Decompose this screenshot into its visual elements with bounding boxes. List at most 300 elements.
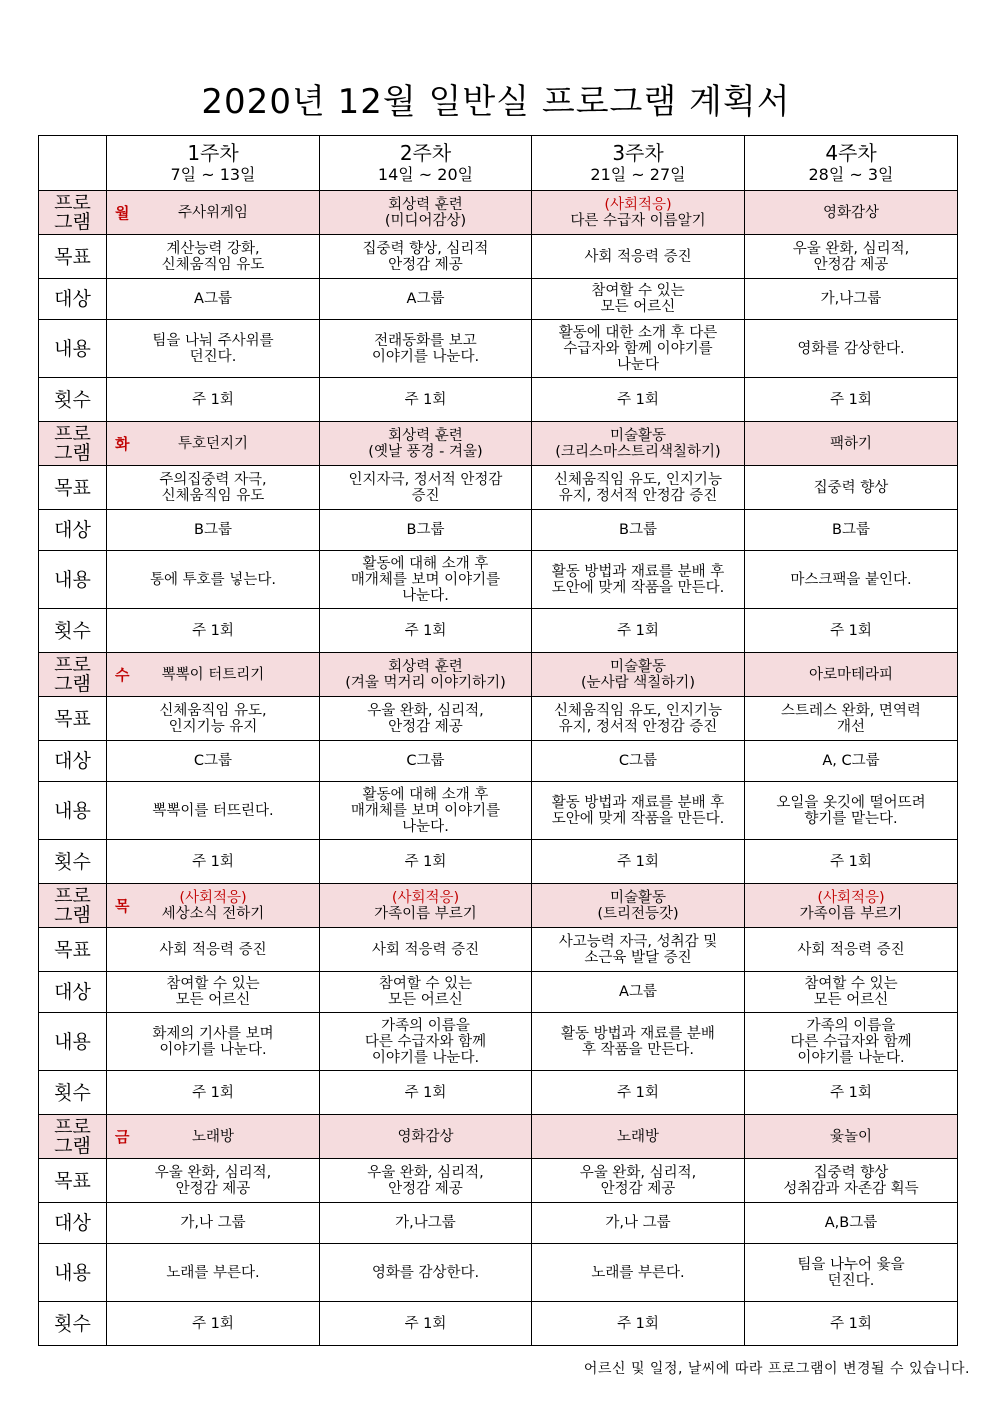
goal-cell	[107, 928, 320, 972]
program-row	[39, 653, 958, 697]
goal-row	[39, 235, 958, 279]
cell-line: 가,나그룹	[820, 291, 882, 307]
cell-line: 참여할 수 있는	[591, 283, 685, 299]
week-header: 2주차 14일 ~ 20일	[320, 136, 532, 191]
cell-line: (미디어감상)	[384, 212, 467, 229]
program-cell	[107, 653, 320, 697]
cell-line: 유지, 정서적 안정감 증진	[558, 718, 718, 735]
social-adaptation-tag: (사회적응)	[817, 889, 885, 906]
week-header: 1주차 7일 ~ 13일	[107, 136, 320, 191]
program-label-line: 그램	[54, 903, 91, 926]
count-label: 횟수	[39, 840, 107, 884]
program-cell	[107, 884, 320, 928]
cell-line: 가,나 그룹	[180, 1215, 246, 1231]
content-label: 내용	[39, 1013, 107, 1071]
cell-line: 아로마테라피	[808, 666, 894, 683]
goal-cell	[107, 466, 320, 510]
cell-line: 다른 수급자와 함께	[364, 1033, 487, 1050]
cell-line: 우울 완화, 심리적,	[367, 1164, 484, 1181]
cell-line: 개선	[836, 718, 865, 735]
cell-line: 가족의 이름을	[806, 1017, 896, 1034]
target-label: 대상	[39, 279, 107, 320]
page-title: 2020년 12월 일반실 프로그램 계획서	[201, 82, 791, 122]
target-row	[39, 510, 958, 551]
program-cell	[532, 884, 745, 928]
week-header: 4주차 28일 ~ 3일	[745, 136, 958, 191]
target-cell	[107, 279, 320, 320]
content-cell	[107, 320, 320, 378]
cell-line: 노래방	[191, 1128, 235, 1145]
count-cell: 주 1회	[745, 609, 958, 653]
content-cell	[745, 320, 958, 378]
content-label: 내용	[39, 1244, 107, 1302]
cell-line: 안정감 제공	[600, 1180, 676, 1197]
cell-line: 신체움직임 유도, 인지기능	[554, 702, 722, 719]
program-row	[39, 1115, 958, 1159]
count-cell: 주 1회	[745, 840, 958, 884]
cell-line: 활동에 대해 소개 후	[362, 786, 489, 803]
program-label	[39, 422, 107, 466]
cell-line: (트리전등갓)	[597, 905, 679, 922]
cell-line: 매개체를 보며 이야기를	[350, 571, 501, 588]
cell-line: 노래방	[616, 1128, 660, 1145]
count-row	[39, 378, 958, 422]
cell-line: 영화를 감상한다.	[797, 340, 905, 357]
goal-cell	[745, 1159, 958, 1203]
program-cell	[745, 1115, 958, 1159]
social-adaptation-tag: (사회적응)	[391, 889, 460, 906]
program-cell	[532, 1115, 745, 1159]
target-cell	[745, 1203, 958, 1244]
social-adaptation-tag: (사회적응)	[604, 196, 672, 213]
program-label-line: 그램	[54, 1134, 91, 1157]
content-label: 내용	[39, 551, 107, 609]
count-cell: 주 1회	[532, 378, 745, 422]
program-cell	[745, 884, 958, 928]
target-label: 대상	[39, 741, 107, 782]
cell-line: 모든 어르신	[388, 992, 463, 1008]
weekday-label: 월	[115, 203, 130, 222]
cell-line: 활동 방법과 재료를 분배 후	[551, 794, 725, 811]
content-cell	[532, 551, 745, 609]
target-cell	[320, 741, 532, 782]
cell-line: 성취감과 자존감 획득	[783, 1180, 919, 1197]
cell-line: 주사위게임	[177, 204, 249, 221]
content-cell	[320, 320, 532, 378]
count-cell: 주 1회	[532, 840, 745, 884]
content-cell	[532, 782, 745, 840]
goal-cell	[320, 466, 532, 510]
target-label: 대상	[39, 972, 107, 1013]
corner-cell	[39, 136, 107, 191]
cell-line: 향기를 맡는다.	[804, 810, 898, 827]
count-cell: 주 1회	[320, 840, 532, 884]
cell-line: 나눈다.	[402, 587, 449, 604]
cell-line: 우울 완화, 심리적,	[154, 1164, 272, 1181]
cell-line: 도안에 맞게 작품을 만든다.	[551, 810, 725, 827]
cell-line: 스트레스 완화, 면역력	[781, 702, 921, 719]
cell-line: 계산능력 강화,	[166, 240, 260, 257]
target-cell	[745, 279, 958, 320]
target-cell	[320, 972, 532, 1013]
cell-line: 안정감 제공	[388, 256, 463, 273]
goal-label: 목표	[39, 235, 107, 279]
count-cell: 주 1회	[320, 1302, 532, 1346]
content-label: 내용	[39, 320, 107, 378]
cell-line: 활동 방법과 재료를 분배	[561, 1025, 715, 1042]
content-cell	[532, 320, 745, 378]
count-cell: 주 1회	[107, 609, 320, 653]
cell-line: A, C그룹	[822, 753, 880, 769]
cell-line: A그룹	[406, 291, 445, 307]
count-row	[39, 1302, 958, 1346]
goal-label: 목표	[39, 466, 107, 510]
target-cell	[532, 279, 745, 320]
cell-line: 우울 완화, 심리적,	[792, 240, 910, 257]
cell-line: A,B그룹	[824, 1215, 878, 1231]
content-row	[39, 320, 958, 378]
content-row	[39, 1013, 958, 1071]
content-row	[39, 782, 958, 840]
goal-cell	[107, 697, 320, 741]
cell-line: 사회 적응력 증진	[584, 248, 692, 265]
goal-row	[39, 1159, 958, 1203]
cell-line: 소근육 발달 증진	[584, 949, 692, 966]
goal-cell	[532, 928, 745, 972]
cell-line: C그룹	[193, 753, 233, 769]
program-label-line: 그램	[54, 210, 91, 233]
cell-line: C그룹	[406, 753, 445, 769]
count-cell: 주 1회	[107, 1071, 320, 1115]
cell-line: 이야기를 나눈다.	[371, 1049, 480, 1066]
cell-line: 던진다.	[189, 348, 237, 365]
goal-cell	[320, 697, 532, 741]
cell-line: B그룹	[406, 522, 445, 538]
cell-line: 던진다.	[827, 1272, 875, 1289]
cell-line: 다른 수급자와 함께	[790, 1033, 912, 1050]
program-row	[39, 422, 958, 466]
cell-line: 노래를 부른다.	[166, 1264, 260, 1281]
footnote: 어르신 및 일정, 날씨에 따라 프로그램이 변경될 수 있습니다.	[583, 1361, 970, 1377]
program-label-line: 그램	[54, 441, 91, 464]
program-cell	[107, 191, 320, 235]
cell-line: 나눈다	[616, 356, 660, 373]
target-cell	[320, 510, 532, 551]
program-label-line: 프로	[54, 884, 91, 907]
cell-line: 안정감 제공	[813, 256, 889, 273]
cell-line: (크리스마스트리색칠하기)	[555, 443, 721, 460]
cell-line: 회상력 훈련	[388, 427, 463, 444]
content-row	[39, 551, 958, 609]
cell-line: (눈사람 색칠하기)	[581, 674, 695, 691]
cell-line: 집중력 향상, 심리적	[362, 240, 489, 257]
target-cell	[745, 972, 958, 1013]
target-cell	[532, 972, 745, 1013]
count-row	[39, 1071, 958, 1115]
count-cell: 주 1회	[320, 609, 532, 653]
cell-line: 회상력 훈련	[388, 196, 463, 213]
cell-line: 통에 투호를 넣는다.	[150, 571, 276, 588]
cell-line: 영화감상	[822, 204, 880, 221]
content-cell	[745, 1244, 958, 1302]
cell-line: 활동 방법과 재료를 분배 후	[551, 563, 725, 580]
cell-line: 오일을 옷깃에 떨어뜨려	[776, 794, 926, 811]
cell-line: 신체움직임 유도	[161, 487, 265, 504]
cell-line: 마스크팩을 붙인다.	[790, 571, 912, 588]
cell-line: 활동에 대해 소개 후	[362, 555, 489, 572]
program-label	[39, 884, 107, 928]
count-cell: 주 1회	[107, 840, 320, 884]
goal-label: 목표	[39, 697, 107, 741]
count-label: 횟수	[39, 378, 107, 422]
week-header-row	[39, 136, 958, 191]
social-adaptation-tag: (사회적응)	[179, 889, 247, 906]
content-cell	[745, 782, 958, 840]
target-row	[39, 741, 958, 782]
cell-line: 영화감상	[397, 1128, 454, 1145]
cell-line: 신체움직임 유도, 인지기능	[554, 471, 722, 488]
program-label-line: 프로	[54, 422, 91, 445]
cell-line: 유지, 정서적 안정감 증진	[558, 487, 718, 504]
cell-line: 증진	[411, 487, 440, 504]
cell-line: 사회 적응력 증진	[797, 941, 905, 958]
goal-cell	[745, 928, 958, 972]
goal-label: 목표	[39, 928, 107, 972]
cell-line: 안정감 제공	[388, 1180, 463, 1197]
content-cell	[320, 1244, 532, 1302]
program-cell	[745, 653, 958, 697]
content-cell	[320, 1013, 532, 1071]
weekday-label: 목	[115, 896, 130, 915]
target-cell	[107, 972, 320, 1013]
program-label	[39, 653, 107, 697]
cell-line: B그룹	[194, 522, 232, 538]
count-cell: 주 1회	[320, 1071, 532, 1115]
cell-line: 사고능력 자극, 성취감 및	[558, 933, 718, 950]
cell-line: 화제의 기사를 보며	[152, 1025, 274, 1042]
cell-line: 미술활동	[609, 427, 667, 444]
goal-cell	[532, 1159, 745, 1203]
goal-row	[39, 928, 958, 972]
cell-line: 참여할 수 있는	[378, 976, 473, 992]
goal-cell	[532, 235, 745, 279]
cell-line: 우울 완화, 심리적,	[579, 1164, 697, 1181]
program-label-line: 프로	[54, 191, 91, 214]
cell-line: 가족이름 부르기	[799, 905, 903, 922]
goal-cell	[320, 235, 532, 279]
cell-line: (옛날 풍경 - 겨울)	[368, 443, 483, 460]
content-cell	[107, 551, 320, 609]
count-cell: 주 1회	[107, 1302, 320, 1346]
cell-line: 모든 어르신	[813, 992, 889, 1008]
program-cell	[107, 1115, 320, 1159]
target-cell	[532, 1203, 745, 1244]
cell-line: 가족의 이름을	[381, 1017, 470, 1034]
target-cell	[532, 741, 745, 782]
content-row	[39, 1244, 958, 1302]
cell-line: 이야기를 나눈다.	[371, 348, 480, 365]
cell-line: 인지기능 유지	[168, 718, 258, 735]
count-label: 횟수	[39, 1302, 107, 1346]
cell-line: 집중력 향상	[813, 1164, 889, 1181]
cell-line: 집중력 향상	[813, 479, 889, 496]
weekday-label: 수	[115, 665, 130, 684]
cell-line: 수급자와 함께 이야기를	[563, 340, 713, 357]
cell-line: 신체움직임 유도,	[159, 702, 267, 719]
cell-line: 이야기를 나눈다.	[159, 1041, 267, 1058]
target-row	[39, 972, 958, 1013]
content-cell	[320, 551, 532, 609]
cell-line: 사회 적응력 증진	[159, 941, 267, 958]
goal-cell	[532, 697, 745, 741]
cell-line: 참여할 수 있는	[166, 976, 260, 992]
weekday-label: 금	[115, 1127, 130, 1146]
cell-line: B그룹	[832, 522, 870, 538]
program-plan-table	[38, 135, 958, 1346]
content-cell	[320, 782, 532, 840]
goal-cell	[320, 1159, 532, 1203]
target-row	[39, 1203, 958, 1244]
count-label: 횟수	[39, 1071, 107, 1115]
program-label	[39, 1115, 107, 1159]
program-cell	[320, 191, 532, 235]
count-row	[39, 609, 958, 653]
cell-line: 노래를 부른다.	[591, 1264, 685, 1281]
target-cell	[745, 510, 958, 551]
cell-line: 우울 완화, 심리적,	[367, 702, 484, 719]
count-cell: 주 1회	[532, 1071, 745, 1115]
program-cell	[320, 1115, 532, 1159]
goal-cell	[107, 1159, 320, 1203]
cell-line: 미술활동	[609, 889, 667, 906]
program-cell	[745, 422, 958, 466]
program-label	[39, 191, 107, 235]
target-cell	[320, 279, 532, 320]
cell-line: 뽁뽁이 터트리기	[161, 666, 265, 683]
cell-line: 가,나그룹	[395, 1215, 456, 1231]
program-label-line: 프로	[54, 1115, 91, 1138]
cell-line: 팀을 나누어 윷을	[797, 1256, 905, 1273]
count-cell: 주 1회	[532, 609, 745, 653]
cell-line: 투호던지기	[177, 435, 249, 452]
cell-line: 주의집중력 자극,	[159, 471, 267, 488]
cell-line: 후 작품을 만든다.	[582, 1041, 694, 1058]
cell-line: 팩하기	[829, 435, 873, 452]
week-header: 3주차 21일 ~ 27일	[532, 136, 745, 191]
goal-cell	[532, 466, 745, 510]
count-cell: 주 1회	[107, 378, 320, 422]
cell-line: 안정감 제공	[388, 718, 463, 735]
target-cell	[107, 510, 320, 551]
cell-line: B그룹	[619, 522, 657, 538]
cell-line: C그룹	[618, 753, 658, 769]
cell-line: 가족이름 부르기	[374, 905, 477, 922]
cell-line: 세상소식 전하기	[161, 905, 265, 922]
content-cell	[107, 782, 320, 840]
target-cell	[320, 1203, 532, 1244]
cell-line: 활동에 대한 소개 후 다른	[558, 324, 718, 341]
cell-line: 모든 어르신	[600, 299, 676, 315]
cell-line: A그룹	[194, 291, 232, 307]
weekday-label: 화	[115, 434, 130, 453]
goal-row	[39, 697, 958, 741]
cell-line: 영화를 감상한다.	[371, 1264, 480, 1281]
program-cell	[107, 422, 320, 466]
content-cell	[107, 1244, 320, 1302]
cell-line: 안정감 제공	[175, 1180, 251, 1197]
goal-cell	[107, 235, 320, 279]
goal-cell	[745, 697, 958, 741]
cell-line: 매개체를 보며 이야기를	[350, 802, 501, 819]
goal-row	[39, 466, 958, 510]
count-row	[39, 840, 958, 884]
cell-line: 인지자극, 정서적 안정감	[348, 471, 503, 488]
target-cell	[532, 510, 745, 551]
target-cell	[745, 741, 958, 782]
cell-line: 도안에 맞게 작품을 만든다.	[551, 579, 725, 596]
program-cell	[320, 653, 532, 697]
cell-line: 가,나 그룹	[605, 1215, 671, 1231]
program-row	[39, 884, 958, 928]
target-row	[39, 279, 958, 320]
target-cell	[107, 741, 320, 782]
content-cell	[532, 1244, 745, 1302]
cell-line: 윷놀이	[829, 1128, 873, 1145]
cell-line: 뽁뽁이를 터뜨린다.	[152, 802, 274, 819]
cell-line: 참여할 수 있는	[804, 976, 898, 992]
cell-line: (겨울 먹거리 이야기하기)	[345, 674, 506, 691]
cell-line: 모든 어르신	[175, 992, 251, 1008]
program-cell	[745, 191, 958, 235]
goal-cell	[745, 466, 958, 510]
content-cell	[745, 551, 958, 609]
content-cell	[745, 1013, 958, 1071]
cell-line: 나눈다.	[402, 818, 449, 835]
content-cell	[532, 1013, 745, 1071]
goal-cell	[745, 235, 958, 279]
target-label: 대상	[39, 510, 107, 551]
program-label-line: 그램	[54, 672, 91, 695]
cell-line: A그룹	[619, 984, 657, 1000]
content-label: 내용	[39, 782, 107, 840]
cell-line: 이야기를 나눈다.	[797, 1049, 905, 1066]
program-row	[39, 191, 958, 235]
program-label-line: 프로	[54, 653, 91, 676]
cell-line: 팀을 나눠 주사위를	[152, 332, 274, 349]
cell-line: 다른 수급자 이름알기	[570, 212, 706, 229]
cell-line: 회상력 훈련	[388, 658, 463, 675]
goal-cell	[320, 928, 532, 972]
goal-label: 목표	[39, 1159, 107, 1203]
content-cell	[107, 1013, 320, 1071]
count-cell: 주 1회	[745, 378, 958, 422]
cell-line: 신체움직임 유도	[161, 256, 265, 273]
count-cell: 주 1회	[745, 1071, 958, 1115]
cell-line: 사회 적응력 증진	[371, 941, 480, 958]
target-cell	[107, 1203, 320, 1244]
count-cell: 주 1회	[745, 1302, 958, 1346]
cell-line: 전래동화를 보고	[374, 332, 477, 349]
program-cell	[532, 191, 745, 235]
program-cell	[532, 653, 745, 697]
program-cell	[532, 422, 745, 466]
program-cell	[320, 884, 532, 928]
cell-line: 미술활동	[609, 658, 667, 675]
count-cell: 주 1회	[320, 378, 532, 422]
program-cell	[320, 422, 532, 466]
count-label: 횟수	[39, 609, 107, 653]
target-label: 대상	[39, 1203, 107, 1244]
